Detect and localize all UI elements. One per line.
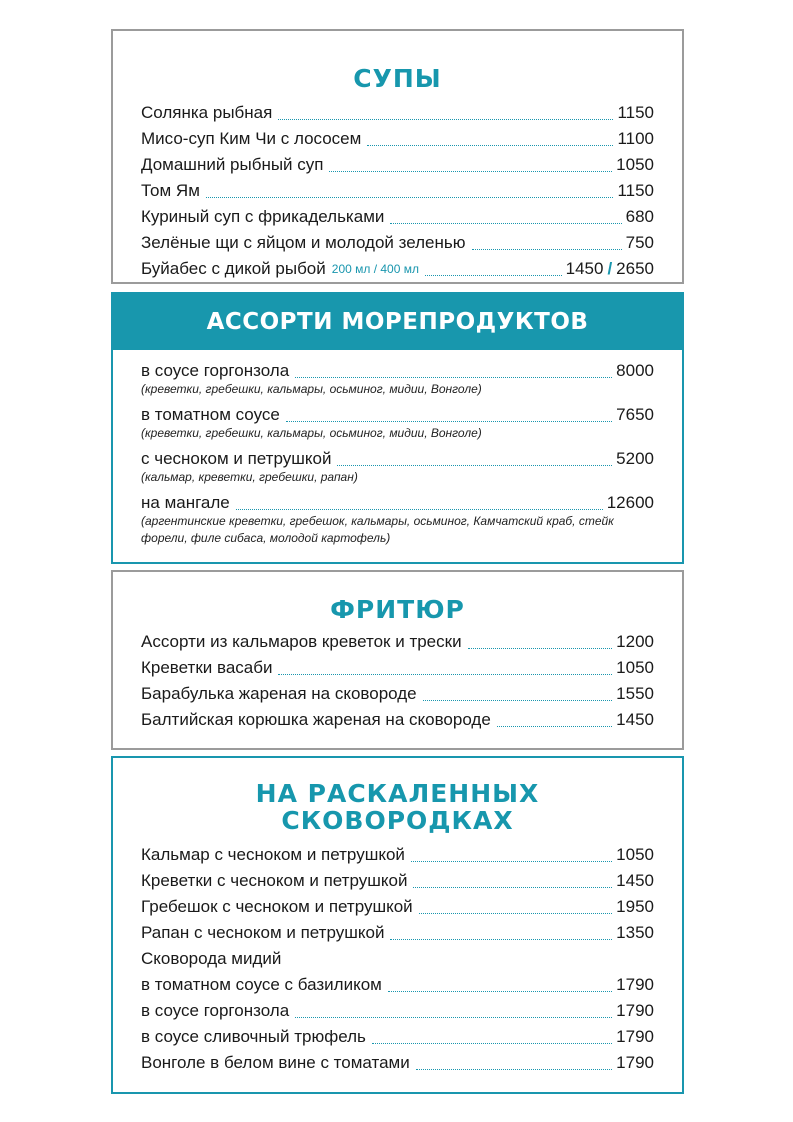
item-price: 1050 [616, 155, 654, 174]
item-name: Буйабес с дикой рыбой [141, 259, 326, 278]
item-price: 1790 [616, 1053, 654, 1072]
leader-dots [425, 275, 562, 276]
item-name: Солянка рыбная [141, 103, 273, 122]
item-price: 1350 [616, 923, 654, 942]
item-name: Ассорти из кальмаров креветок и трески [141, 632, 462, 651]
seafood-title: АССОРТИ МОРЕПРОДУКТОВ [113, 294, 682, 350]
item-price: 750 [625, 233, 654, 252]
menu-item [141, 842, 654, 868]
menu-item [141, 126, 654, 152]
leader-dots [472, 249, 622, 250]
item-name: в соусе горгонзола [141, 361, 290, 380]
leader-dots [295, 377, 612, 378]
item-price: 1050 [616, 658, 654, 677]
item-price: 1150 [617, 181, 654, 200]
menu-item [141, 655, 654, 681]
item-price: 8000 [616, 361, 654, 380]
leader-dots [329, 171, 612, 172]
price-separator: / [607, 259, 613, 278]
leader-dots [388, 991, 612, 992]
leader-dots [236, 509, 603, 510]
menu-item [141, 204, 654, 230]
item-name: Барабулька жареная на сковороде [141, 684, 417, 703]
leader-dots [423, 700, 613, 701]
item-price: 1790 [616, 1027, 654, 1046]
leader-dots [367, 145, 613, 146]
leader-dots [416, 1069, 612, 1070]
menu-item [141, 100, 654, 126]
item-name: в соусе сливочный трюфель [141, 1027, 366, 1046]
item-price: 1950 [616, 897, 654, 916]
menu-item [141, 920, 654, 946]
skillets-title [113, 780, 682, 834]
leader-dots [390, 939, 612, 940]
leader-dots [278, 674, 612, 675]
item-name: Вонголе в белом вине с томатами [141, 1053, 410, 1072]
menu-item [141, 230, 654, 256]
item-description: (креветки, гребешки, кальмары, осьминог, мидии, Вонголе) [141, 382, 482, 396]
fried-section [111, 570, 684, 750]
menu-item [141, 1050, 654, 1076]
item-price: 1150 [617, 103, 654, 122]
menu-item [141, 868, 654, 894]
item-price: 7650 [616, 405, 654, 424]
item-price: 1050 [616, 845, 654, 864]
leader-dots [390, 223, 621, 224]
leader-dots [497, 726, 612, 727]
skillets-title-line1: НА РАСКАЛЕННЫХ [255, 779, 540, 808]
item-name: в соусе горгонзола [141, 1001, 290, 1020]
leader-dots [295, 1017, 612, 1018]
item-description: (аргентинские креветки, гребешок, кальмары, осьминог, Камчатский краб, стейк форели, филе сибаса, молодой картофель) [141, 514, 614, 545]
menu-item-bouillabaisse [141, 256, 654, 282]
menu-item [141, 1024, 654, 1050]
soups-list [113, 100, 682, 282]
item-name: Том Ям [141, 181, 200, 200]
item-name: Креветки с чесноком и петрушкой [141, 871, 408, 890]
item-volume: 200 мл / 400 мл [331, 262, 419, 276]
item-price: 1550 [616, 684, 654, 703]
menu-item [141, 894, 654, 920]
item-name: в томатном соусе [141, 405, 280, 424]
item-price: 680 [625, 207, 654, 226]
item-price: 1200 [616, 632, 654, 651]
item-description: (креветки, гребешки, кальмары, осьминог, мидии, Вонголе) [141, 426, 482, 440]
leader-dots [278, 119, 613, 120]
soups-title: СУПЫ [353, 64, 442, 93]
item-price: 1790 [616, 975, 654, 994]
item-name: Гребешок с чесноком и петрушкой [141, 897, 413, 916]
seafood-section [111, 292, 684, 564]
menu-item [141, 152, 654, 178]
leader-dots [372, 1043, 612, 1044]
skillets-title-line2: СКОВОРОДКАХ [281, 806, 514, 835]
item-price: 12600 [606, 493, 654, 512]
menu-item [141, 998, 654, 1024]
item-name: Креветки васаби [141, 658, 273, 677]
leader-dots [286, 421, 612, 422]
item-name: с чесноком и петрушкой [141, 449, 332, 468]
item-price: 1100 [617, 129, 654, 148]
item-name: Балтийская корюшка жареная на сковороде [141, 710, 491, 729]
item-name: в томатном соусе с базиликом [141, 975, 382, 994]
leader-dots [468, 648, 613, 649]
skillets-list [113, 842, 682, 1076]
item-name: Рапан с чесноком и петрушкой [141, 923, 385, 942]
item-description: (кальмар, креветки, гребешки, рапан) [141, 470, 358, 484]
soups-section [111, 29, 684, 284]
fried-title: ФРИТЮР [330, 595, 465, 624]
item-name: Куриный суп с фрикадельками [141, 207, 385, 226]
menu-item [141, 178, 654, 204]
leader-dots [337, 465, 612, 466]
seafood-list [113, 350, 682, 547]
mussels-heading: Сковорода мидий [141, 949, 282, 968]
item-price-small: 1450 [565, 259, 604, 278]
menu-item [141, 681, 654, 707]
item-name: Мисо-суп Ким Чи с лососем [141, 129, 362, 148]
item-price: 1450 [616, 871, 654, 890]
item-price: 5200 [616, 449, 654, 468]
item-name: Домашний рыбный суп [141, 155, 324, 174]
leader-dots [206, 197, 614, 198]
fried-list [113, 629, 682, 733]
leader-dots [413, 887, 612, 888]
leader-dots [411, 861, 612, 862]
menu-item [141, 972, 654, 998]
item-price: 1450 [616, 710, 654, 729]
item-name: на мангале [141, 493, 230, 512]
item-price: 1790 [616, 1001, 654, 1020]
menu-item [141, 629, 654, 655]
item-name: Кальмар с чесноком и петрушкой [141, 845, 405, 864]
item-name: Зелёные щи с яйцом и молодой зеленью [141, 233, 466, 252]
item-price-large: 2650 [616, 259, 654, 278]
menu-item [141, 707, 654, 733]
leader-dots [419, 913, 612, 914]
skillets-section [111, 756, 684, 1094]
